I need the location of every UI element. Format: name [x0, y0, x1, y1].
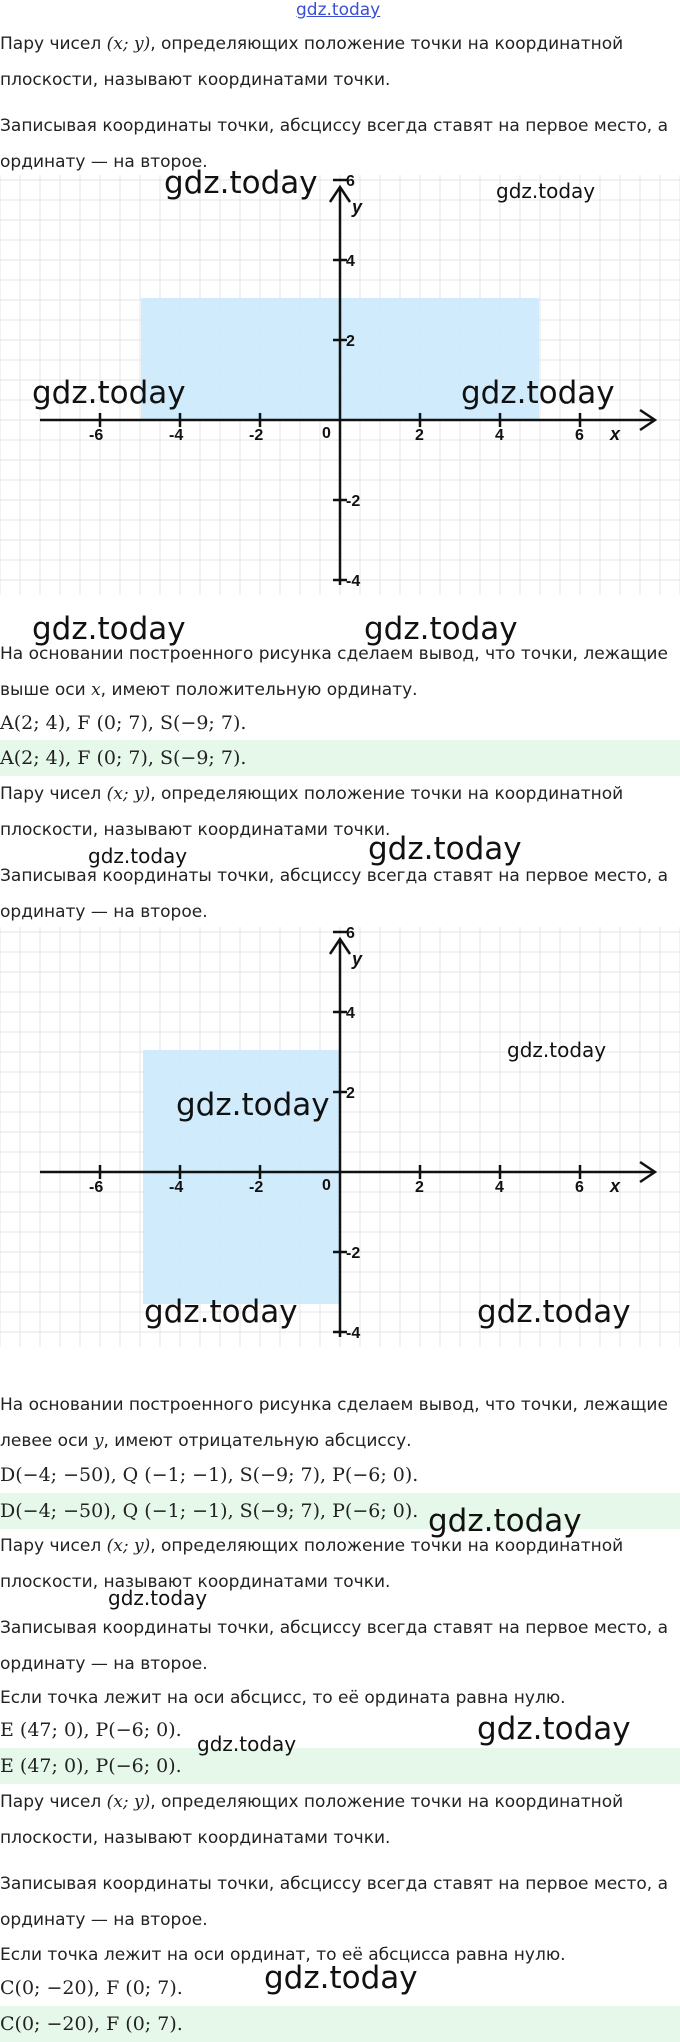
abscissa-rule-line-1: Записывая координаты точки, абсциссу всегда ставят на первое место, а	[0, 866, 669, 886]
x-tick-label: 4	[495, 427, 504, 444]
definition-line-2: плоскости, называют координатами точки.	[0, 1572, 391, 1592]
definition-line-2: плоскости, называют координатами точки.	[0, 820, 391, 840]
y-axis-label: y	[352, 197, 363, 217]
answer-4: C(0; −20), F (0; 7).	[0, 2013, 183, 2035]
y-tick-label: 4	[346, 253, 355, 270]
x-tick-label: -4	[169, 427, 184, 444]
x-tick-label: 6	[575, 427, 584, 444]
x-tick-label: -2	[249, 1179, 264, 1196]
watermark: gdz.today	[477, 1294, 631, 1330]
points-list-2: D(−4; −50), Q (−1; −1), S(−9; 7), P(−6; 0).	[0, 1464, 419, 1486]
origin-label: 0	[322, 1177, 331, 1194]
watermark: gdz.today	[197, 1732, 297, 1756]
y-tick-label: -2	[346, 493, 361, 510]
watermark: gdz.today	[461, 375, 615, 411]
watermark: gdz.today	[176, 1087, 330, 1123]
points-list-1: A(2; 4), F (0; 7), S(−9; 7).	[0, 712, 247, 734]
answer-3: E (47; 0), P(−6; 0).	[0, 1755, 182, 1777]
y-tick-label: -4	[346, 1325, 361, 1342]
watermark: gdz.today	[32, 611, 186, 647]
origin-label: 0	[322, 425, 331, 442]
y-tick-label: -2	[346, 1245, 361, 1262]
watermark: gdz.today	[32, 375, 186, 411]
watermark: gdz.today	[368, 831, 522, 867]
x-tick-label: -6	[89, 1179, 104, 1196]
conclusion-2-line-2: левее оси y, имеют отрицательную абсциссу.	[0, 1431, 412, 1451]
x-tick-label: -6	[89, 427, 104, 444]
x-tick-label: -4	[169, 1179, 184, 1196]
watermark: gdz.today	[88, 844, 188, 868]
abscissa-rule-line-1: Записывая координаты точки, абсциссу всегда ставят на первое место, а	[0, 1874, 669, 1894]
definition-line-1: Пару чисел (x; y), определяющих положение точки на координатной	[0, 784, 624, 804]
watermark: gdz.today	[428, 1503, 582, 1539]
watermark: gdz.today	[108, 1586, 208, 1610]
y-tick-label: 6	[346, 927, 355, 942]
conclusion-1-line-2: выше оси x, имеют положительную ординату.	[0, 680, 418, 700]
y-tick-label: 6	[346, 175, 355, 190]
y-axis-label: y	[352, 949, 363, 969]
watermark: gdz.today	[507, 1038, 607, 1062]
answer-box-4	[0, 2006, 680, 2042]
definition-line-1: Пару чисел (x; y), определяющих положение точки на координатной	[0, 1792, 624, 1812]
definition-line-1: Пару чисел (x; y), определяющих положение точки на координатной	[0, 34, 624, 54]
conclusion-2-line-1: На основании построенного рисунка сделаем вывод, что точки, лежащие	[0, 1395, 668, 1415]
coordinate-figure-left-half-plane	[0, 927, 680, 1347]
y-tick-label: 2	[346, 333, 355, 350]
abscissa-rule-line-1: Записывая координаты точки, абсциссу всегда ставят на первое место, а	[0, 116, 669, 136]
answer-1: A(2; 4), F (0; 7), S(−9; 7).	[0, 747, 247, 769]
x-tick-label: 2	[415, 1179, 424, 1196]
abscissa-rule-line-2: ординату — на второе.	[0, 1654, 208, 1674]
y-tick-label: 4	[346, 1005, 355, 1022]
watermark: gdz.today	[364, 611, 518, 647]
watermark: gdz.today	[477, 1711, 631, 1747]
watermark: gdz.today	[264, 1960, 418, 1996]
answer-box-3	[0, 1748, 680, 1784]
x-tick-label: -2	[249, 427, 264, 444]
x-tick-label: 6	[575, 1179, 584, 1196]
x-tick-label: 4	[495, 1179, 504, 1196]
definition-line-1: Пару чисел (x; y), определяющих положение точки на координатной	[0, 1536, 624, 1556]
answer-box-1	[0, 740, 680, 776]
y-tick-label: 2	[346, 1085, 355, 1102]
points-list-3: E (47; 0), P(−6; 0).	[0, 1719, 182, 1741]
y-tick-label: -4	[346, 573, 361, 590]
conclusion-1-line-1: На основании построенного рисунка сделаем вывод, что точки, лежащие	[0, 644, 668, 664]
watermark: gdz.today	[496, 179, 596, 203]
x-axis-label: x	[610, 424, 621, 444]
x-tick-label: 2	[415, 427, 424, 444]
definition-line-2: плоскости, называют координатами точки.	[0, 70, 391, 90]
abscissa-rule-line-2: ординату — на второе.	[0, 1910, 208, 1930]
abscissa-rule-line-2: ординату — на второе.	[0, 152, 208, 172]
abscissa-rule-line-1: Записывая координаты точки, абсциссу всегда ставят на первое место, а	[0, 1618, 669, 1638]
watermark: gdz.today	[164, 165, 318, 201]
y-axis-rule: Если точка лежит на оси ординат, то её абсцисса равна нулю.	[0, 1945, 566, 1965]
x-axis-rule: Если точка лежит на оси абсцисс, то её ордината равна нулю.	[0, 1688, 566, 1708]
header-link[interactable]: gdz.today	[296, 0, 381, 20]
definition-line-2: плоскости, называют координатами точки.	[0, 1828, 391, 1848]
abscissa-rule-line-2: ординату — на второе.	[0, 902, 208, 922]
watermark: gdz.today	[144, 1294, 298, 1330]
points-list-4: C(0; −20), F (0; 7).	[0, 1977, 183, 1999]
answer-2: D(−4; −50), Q (−1; −1), S(−9; 7), P(−6; 0).	[0, 1500, 419, 1522]
x-axis-label: x	[610, 1176, 621, 1196]
